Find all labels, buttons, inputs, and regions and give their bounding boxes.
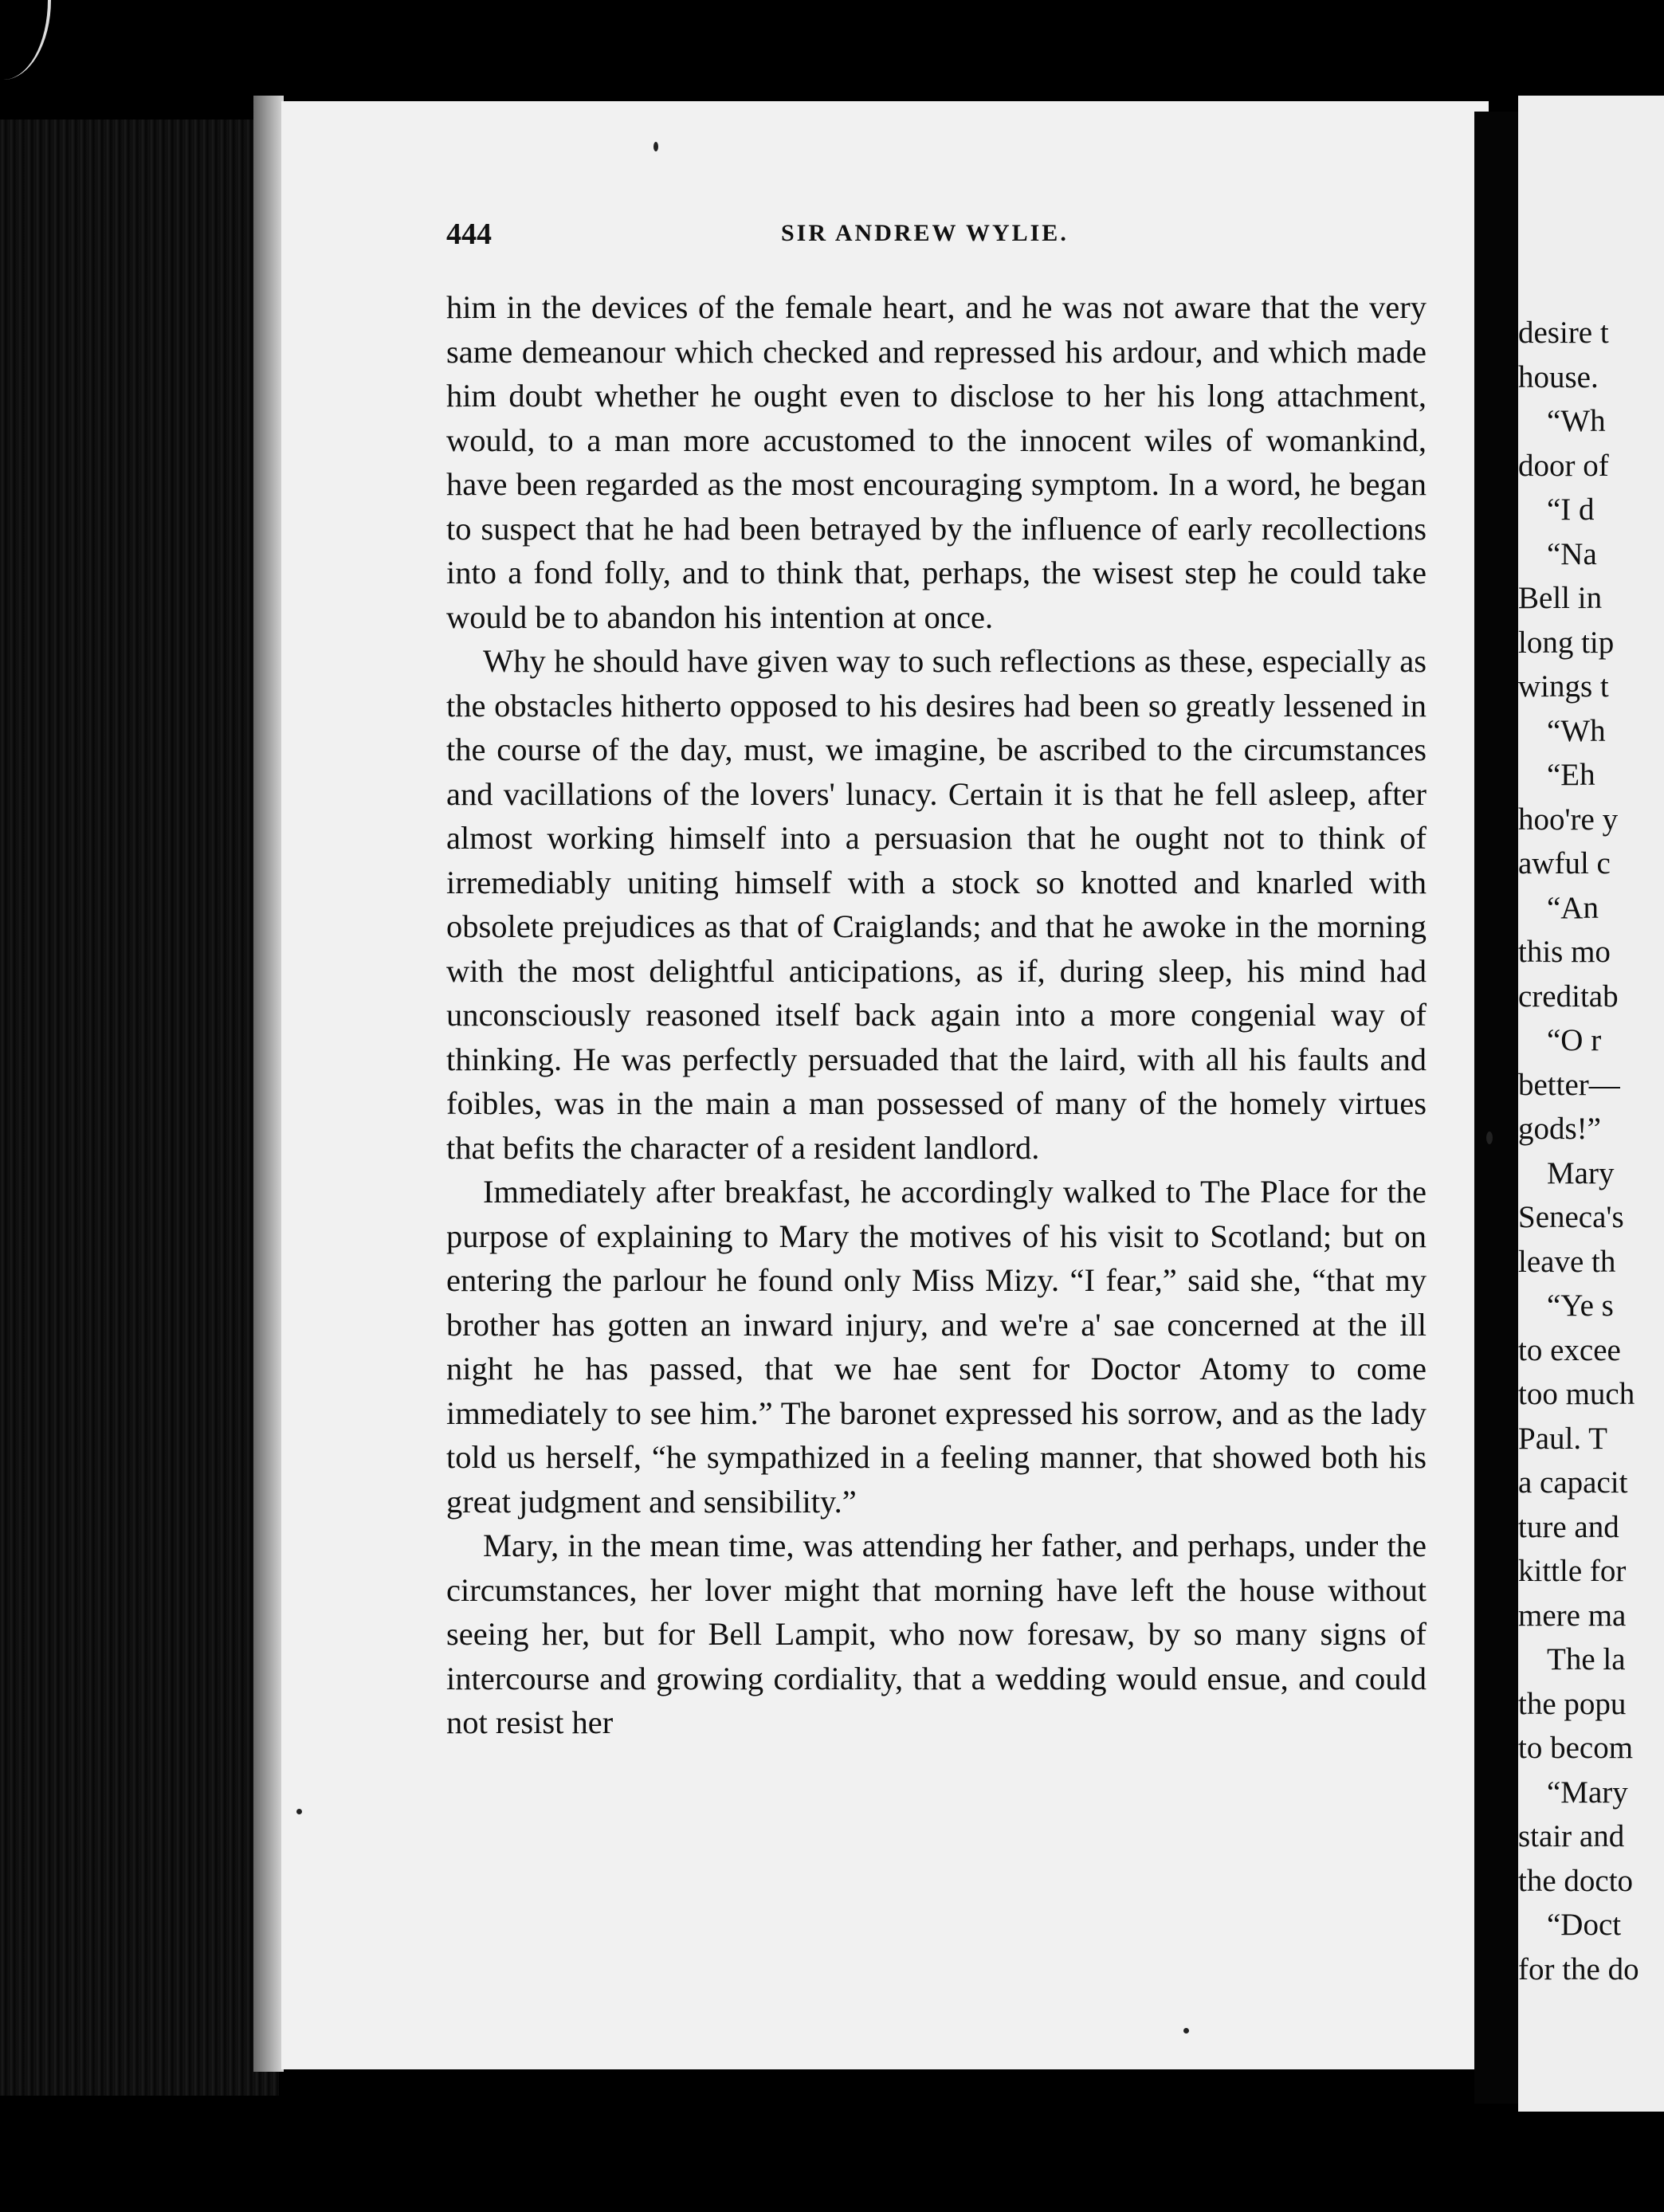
facing-page [1518,96,1664,2112]
facing-page-line: “Na [1547,536,1597,571]
facing-page-line: to excee [1518,1332,1621,1367]
facing-page-line: better— [1518,1067,1620,1102]
paragraph: Immediately after breakfast, he accordingly walked to The Place for the purpose of explaining to Mary the motives of his visit to Scotland; but on entering the parlour he found only Miss Mizy. “I fear,” said she, “that my brother has gotten an inward injury, and we're a' sae concerned at the ill night he has passed, that we hae sent for Doctor Atomy to come immediately to see him.” The baronet expressed his sorrow, and as the lady told us herself, “he sympathized in a feeling manner, that showed both his great judgment and sensibility.” [446,1174,1427,1520]
paragraph: him in the devices of the female heart, and he was not aware that the very same demeanour which checked and repressed his ardour, and which made him doubt whether he ought even to disclose to her his long attachment, would, to a man more accustomed to the innocent wiles of womankind, have been regarded as the most encouraging symptom. In a word, he began to suspect that he had been betrayed by the influence of early recollections into a fond folly, and to think that, perhaps, the wisest step he could take would be to abandon his intention at once. [446,289,1427,635]
page-number: 444 [446,218,492,251]
page-header [446,217,1482,265]
corner-mark [0,0,51,80]
facing-page-line: Bell in [1518,581,1603,615]
facing-page-line: awful c [1518,846,1611,880]
facing-page-line: leave th [1518,1244,1616,1279]
facing-page-line: gods!” [1518,1112,1601,1146]
facing-page-line: too much [1518,1377,1635,1411]
facing-page-line: house. [1518,359,1599,394]
facing-page-line: the docto [1518,1863,1634,1898]
facing-page-line: to becom [1518,1731,1634,1765]
facing-page-line: “Doct [1547,1908,1622,1942]
facing-page-line: the popu [1518,1686,1627,1721]
facing-page-line: a capacit [1518,1465,1628,1500]
facing-page-line: this mo [1518,935,1611,969]
facing-page-line: “Wh [1547,713,1606,748]
running-head: SIR ANDREW WYLIE. [781,220,1069,246]
facing-page-line: “Mary [1547,1775,1628,1810]
book-binding-right [1474,112,1522,2104]
facing-page-line: desire t [1518,316,1609,350]
ink-speck [1486,1131,1493,1144]
facing-page-line: stair and [1518,1819,1625,1853]
facing-page-line: for the do [1518,1951,1639,1986]
page-body [446,285,1427,1745]
page-gutter-shadow [253,96,284,2072]
facing-page-text [1518,311,1664,1991]
facing-page-line: door of [1518,448,1609,483]
facing-page-line: Mary [1547,1155,1615,1190]
paragraph: Why he should have given way to such reflections as these, especially as the obstacles hitherto opposed to his desires had been so greatly lessened in the course of the day, must, we imagine, be ascribed to the circumstances and vacillations of the lovers' lunacy. Certain it is that he fell asleep, after almost working himself into a persuasion that he ought not to think of irremediably uniting himself with a stock so knotted and knarled with obsolete prejudices as that of Craiglands; and that he awoke in the morning with the most delightful anticipations, as if, during sleep, his mind had unconsciously reasoned itself back again into a more congenial way of thinking. He was perfectly persuaded that the laird, with all his faults and foibles, was in the main a man possessed of many of the homely virtues that befits the character of a resident landlord. [446,643,1427,1166]
facing-page-line: wings t [1518,669,1609,704]
facing-page-line: “Eh [1547,758,1595,792]
ink-speck [296,1809,302,1814]
facing-page-line: Paul. T [1518,1421,1607,1456]
facing-page-line: ture and [1518,1509,1619,1544]
facing-page-line: Seneca's [1518,1200,1624,1234]
facing-page-line: “Wh [1547,404,1606,438]
facing-page-line: “An [1547,890,1599,925]
facing-page-line: hoo're y [1518,802,1619,837]
facing-page-line: “I d [1547,492,1595,527]
facing-page-line: creditab [1518,979,1619,1014]
paragraph: Mary, in the mean time, was attending her father, and perhaps, under the circumstances, her lover might that morning have left the house without seeing her, but for Bell Lampit, who now foresaw, by so many signs of intercourse and growing cordiality, that a wedding would ensue, and could not resist her [446,1528,1427,1740]
facing-page-line: The la [1547,1642,1626,1677]
facing-page-line: kittle for [1518,1554,1627,1588]
ink-speck [653,142,658,151]
book-binding-left [0,120,279,2096]
facing-page-line: “Ye s [1547,1288,1614,1323]
ink-speck [1183,2028,1189,2034]
facing-page-line: mere ma [1518,1598,1627,1633]
facing-page-line: “O r [1547,1023,1602,1057]
facing-page-line: long tip [1518,625,1615,660]
